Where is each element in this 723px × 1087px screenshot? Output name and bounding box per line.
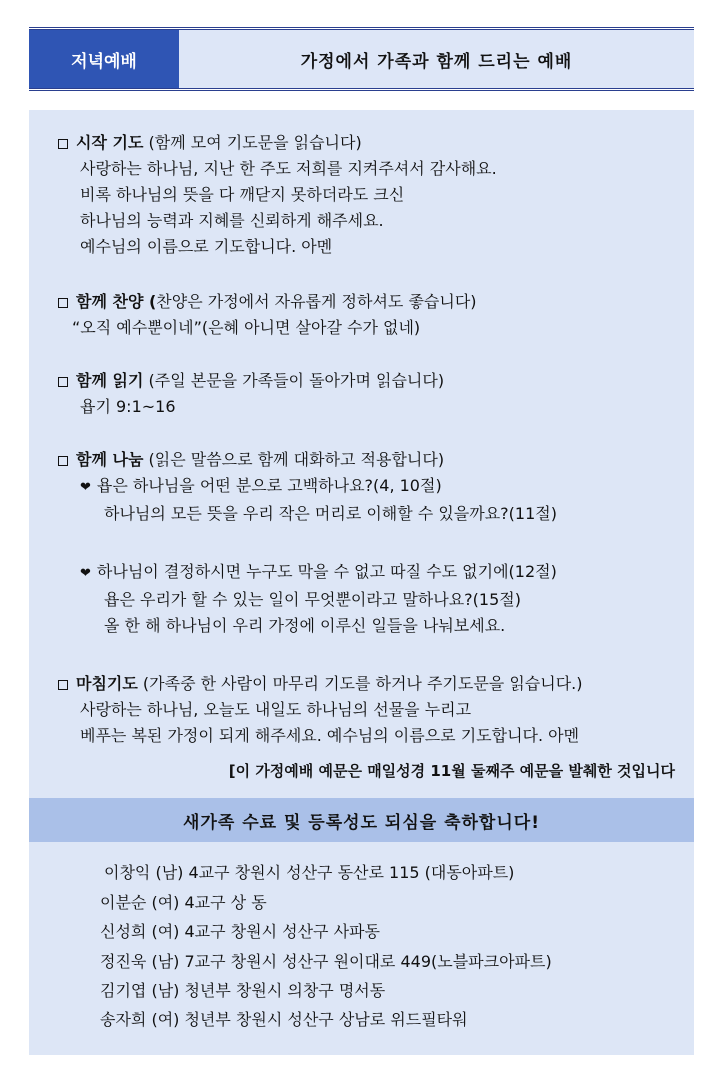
registrant-row: 김기엽 (남) 청년부 창원시 의창구 명서동 [100, 981, 386, 1000]
section-title: 함께 찬양 ( [76, 292, 157, 311]
section-note: (함께 모여 기도문을 읽습니다) [148, 133, 362, 152]
prayer-line: 베푸는 복된 가정이 되게 해주세요. 예수님의 이름으로 기도합니다. 아멘 [80, 726, 580, 745]
section-title: 함께 읽기 [76, 371, 144, 390]
registrant-row: 송자희 (여) 청년부 창원시 성산구 상남로 위드필타워 [100, 1010, 468, 1029]
prayer-line: 사랑하는 하나님, 지난 한 주도 저희를 지켜주셔서 감사해요. [80, 159, 497, 178]
section-note: 찬양은 가정에서 자유롭게 정하셔도 좋습니다) [156, 292, 477, 311]
checkbox-square-icon [58, 298, 68, 308]
question-line: 하나님의 모든 뜻을 우리 작은 머리로 이해할 수 있을까요?(11절) [104, 504, 557, 523]
question-line: 올 한 해 하나님이 우리 가정에 이루신 일들을 나눠보세요. [104, 616, 506, 635]
question-line: 욥은 우리가 할 수 있는 일이 무엇뿐이라고 말하나요?(15절) [104, 590, 521, 609]
section-praise [58, 289, 477, 341]
section-title: 시작 기도 [76, 133, 144, 152]
congratulations-banner: 새가족 수료 및 등록성도 되심을 축하합니다! [29, 798, 694, 842]
header-bar [29, 27, 694, 91]
section-note: (가족중 한 사람이 마무리 기도를 하거나 주기도문을 읽습니다.) [142, 674, 583, 693]
checkbox-square-icon [58, 377, 68, 387]
prayer-line: 비록 하나님의 뜻을 다 깨닫지 못하더라도 크신 [80, 185, 405, 204]
registrant-row: 정진욱 (남) 7교구 창원시 성산구 원이대로 449(노블파크아파트) [100, 952, 552, 971]
registrant-row: 이창익 (남) 4교구 창원시 성산구 동산로 115 (대동아파트) [104, 863, 515, 882]
section-opening [58, 130, 497, 260]
checkbox-square-icon [58, 680, 68, 690]
source-note: [이 가정예배 예문은 매일성경 11월 둘째주 예문을 발췌한 것입니다 [228, 762, 675, 780]
section-sharing-q2 [58, 559, 557, 639]
scripture-line: 욥기 9:1~16 [80, 397, 176, 416]
section-title: 함께 나눔 [76, 450, 144, 469]
prayer-line: 사랑하는 하나님, 오늘도 내일도 하나님의 선물을 누리고 [80, 700, 472, 719]
hymn-line: “오직 예수뿐이네”(은혜 아니면 살아갈 수가 없네) [72, 318, 421, 337]
question-line: 하나님이 결정하시면 누구도 막을 수 없고 따질 수도 없기에(12절) [96, 562, 557, 581]
checkbox-square-icon [58, 139, 68, 149]
section-title: 마침기도 [76, 674, 138, 693]
section-sharing [58, 447, 557, 527]
header-title: 가정에서 가족과 함께 드리는 예배 [179, 30, 694, 88]
heart-bullet-icon: ❤ [80, 566, 91, 581]
registrant-row: 신성희 (여) 4교구 창원시 성산구 사파동 [100, 922, 380, 941]
checkbox-square-icon [58, 456, 68, 466]
prayer-line: 하나님의 능력과 지혜를 신뢰하게 해주세요. [80, 211, 384, 230]
question-line: 욥은 하나님을 어떤 분으로 고백하나요?(4, 10절) [96, 476, 442, 495]
registrant-row: 이분순 (여) 4교구 상 동 [100, 893, 267, 912]
header-tag: 저녁예배 [29, 30, 179, 88]
heart-bullet-icon: ❤ [80, 480, 91, 495]
prayer-line: 예수님의 이름으로 기도합니다. 아멘 [80, 237, 333, 256]
section-note: (읽은 말씀으로 함께 대화하고 적용합니다) [148, 450, 445, 469]
section-closing [58, 671, 583, 749]
section-reading [58, 368, 444, 420]
section-note: (주일 본문을 가족들이 돌아가며 읽습니다) [148, 371, 445, 390]
